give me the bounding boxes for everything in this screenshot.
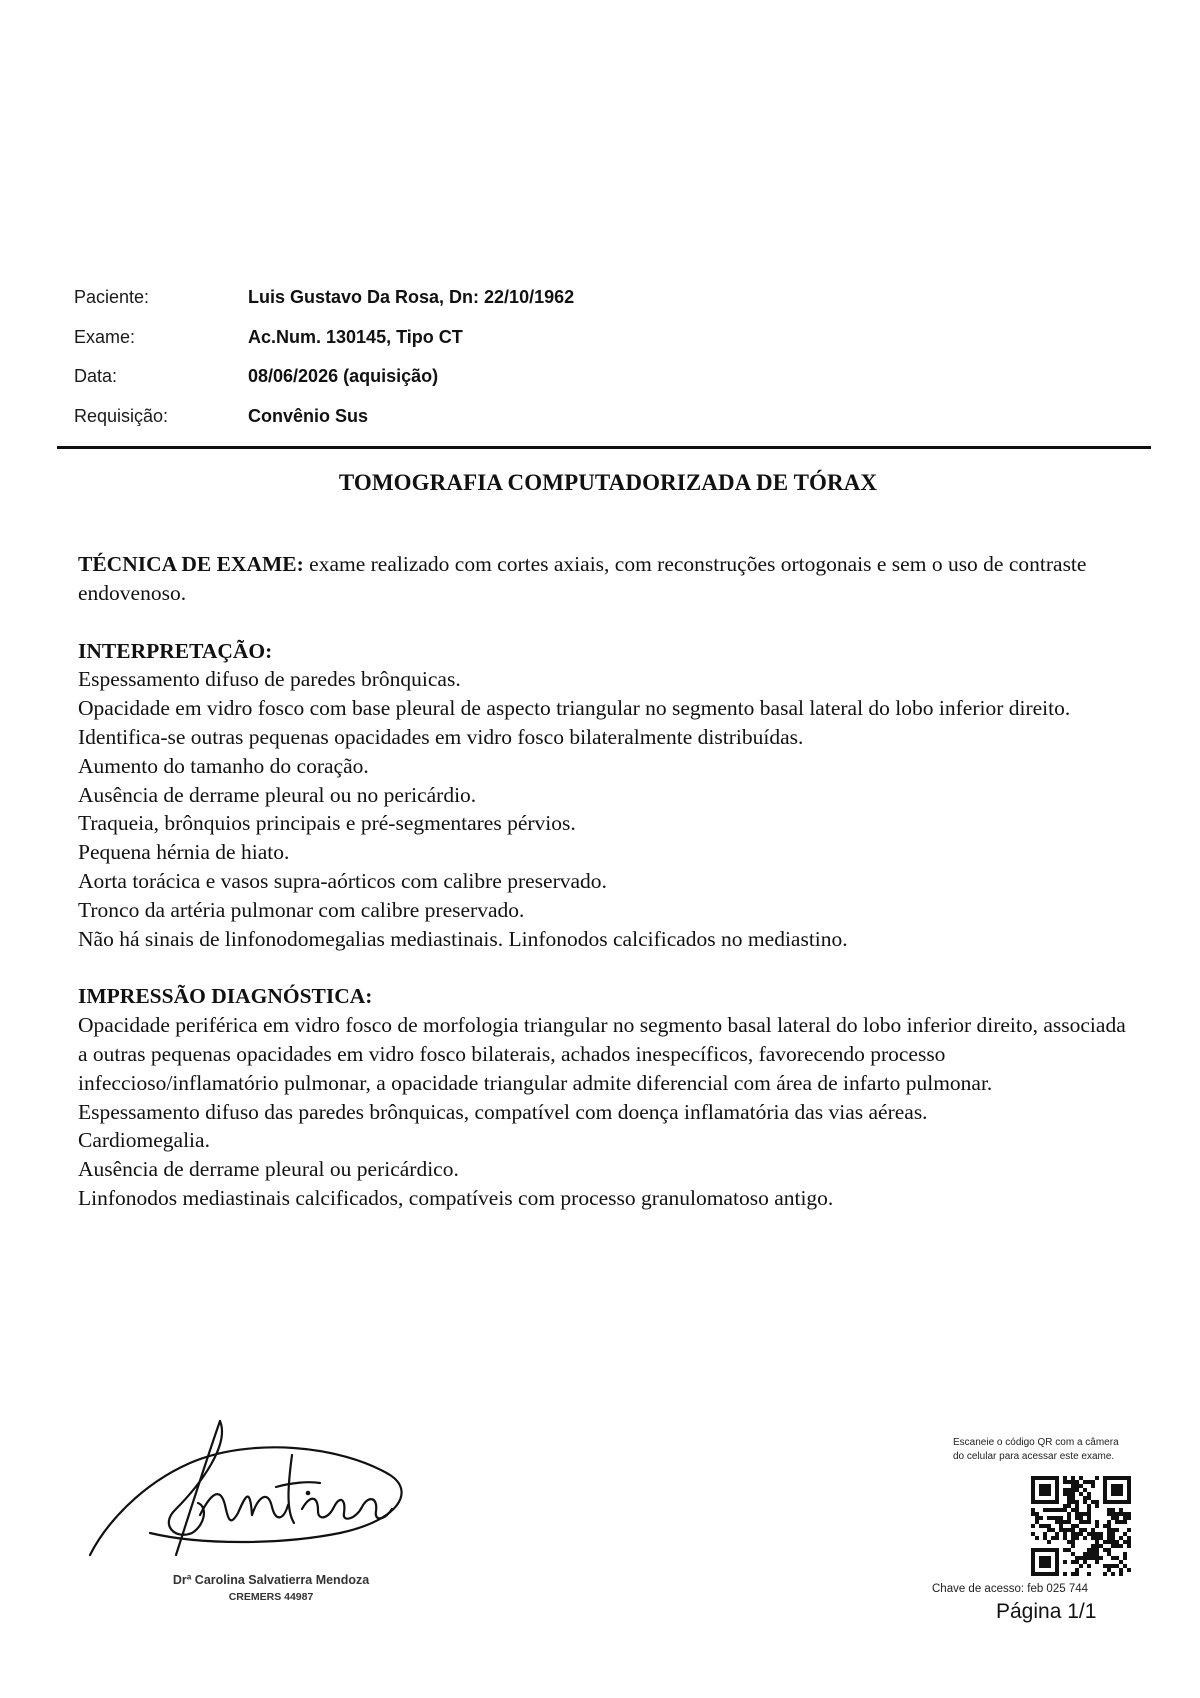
impression-line: Espessamento difuso das paredes brônquicas, compatível com doença inflamatória das vias aéreas. <box>78 1099 928 1124</box>
date-row <box>74 357 1134 397</box>
qr-instructions: Escaneie o código QR com a câmera do celular para acessar este exame. <box>953 1437 1119 1462</box>
impression-line: Linfonodos mediastinais calcificados, compatíveis com processo granulomatoso antigo. <box>78 1185 834 1210</box>
impression-line: Ausência de derrame pleural ou pericárdico. <box>78 1157 459 1182</box>
interpretation-line: Identifica-se outras pequenas opacidades em vidro fosco bilateralmente distribuídas. <box>78 724 804 749</box>
patient-value: Luis Gustavo Da Rosa, Dn: 22/10/1962 <box>248 287 575 308</box>
interpretation-line: Espessamento difuso de paredes brônquicas. <box>78 667 461 692</box>
technique-paragraph <box>78 550 1138 608</box>
impression-line: Opacidade periférica em vidro fosco de morfologia triangular no segmento basal lateral do lobo inferior direito, associada a outras pequenas opacidades em vidro fosco bilaterais, achados inespecíficos, favorecendo processo infeccioso/inflamatório pulmonar, a opacidade triangular admite diferencial com área de infarto pulmonar. <box>78 1013 1126 1095</box>
interpretation-line: Ausência de derrame pleural ou no pericárdio. <box>78 782 477 807</box>
signature-block <box>80 1415 420 1615</box>
header-divider <box>57 446 1151 449</box>
interpretation-line: Aorta torácica e vasos supra-aórticos com calibre preservado. <box>78 868 607 893</box>
access-key: Chave de acesso: feb 025 744 <box>932 1583 1089 1595</box>
impression-heading: IMPRESSÃO DIAGNÓSTICA: <box>78 984 373 1009</box>
doctor-registration: CREMERS 44987 <box>228 1591 314 1603</box>
exam-label: Exame: <box>74 326 136 347</box>
interpretation-line: Pequena hérnia de hiato. <box>78 840 290 865</box>
date-label: Data: <box>74 366 118 387</box>
patient-label: Paciente: <box>74 287 150 308</box>
doctor-name: Drª Carolina Salvatierra Mendoza <box>172 1573 370 1587</box>
interpretation-line: Não há sinais de linfonodomegalias mediastinais. Linfonodos calcificados no mediastino. <box>78 926 848 951</box>
impression-line: Cardiomegalia. <box>78 1128 210 1153</box>
interpretation-line: Opacidade em vidro fosco com base pleural de aspecto triangular no segmento basal lateral do lobo inferior direito. <box>78 696 1071 721</box>
date-value: 08/06/2026 (aquisição) <box>248 366 439 387</box>
page-number: Página 1/1 <box>996 1600 1097 1623</box>
interpretation-heading: INTERPRETAÇÃO: <box>78 638 273 663</box>
interpretation-line: Tronco da artéria pulmonar com calibre preservado. <box>78 897 525 922</box>
report-body <box>78 468 1138 1213</box>
exam-value: Ac.Num. 130145, Tipo CT <box>248 326 463 347</box>
technique-heading: TÉCNICA DE EXAME: <box>78 552 304 576</box>
request-value: Convênio Sus <box>248 405 369 426</box>
interpretation-line: Traqueia, brônquios principais e pré-segmentares pérvios. <box>78 811 576 836</box>
qr-code-icon[interactable] <box>1031 1476 1131 1576</box>
handwritten-signature <box>80 1415 420 1575</box>
technique-text: exame realizado com cortes axiais, com reconstruções ortogonais e sem o uso de contraste endovenoso. <box>78 552 1087 605</box>
interpretation-line: Aumento do tamanho do coração. <box>78 753 369 778</box>
impression-list <box>78 1011 1138 1213</box>
request-label: Requisição: <box>74 405 169 426</box>
patient-header <box>74 278 1134 436</box>
report-title: TOMOGRAFIA COMPUTADORIZADA DE TÓRAX <box>338 470 878 495</box>
request-row <box>74 397 1134 437</box>
patient-row <box>74 278 1134 318</box>
interpretation-list <box>78 665 1138 953</box>
exam-row <box>74 318 1134 358</box>
